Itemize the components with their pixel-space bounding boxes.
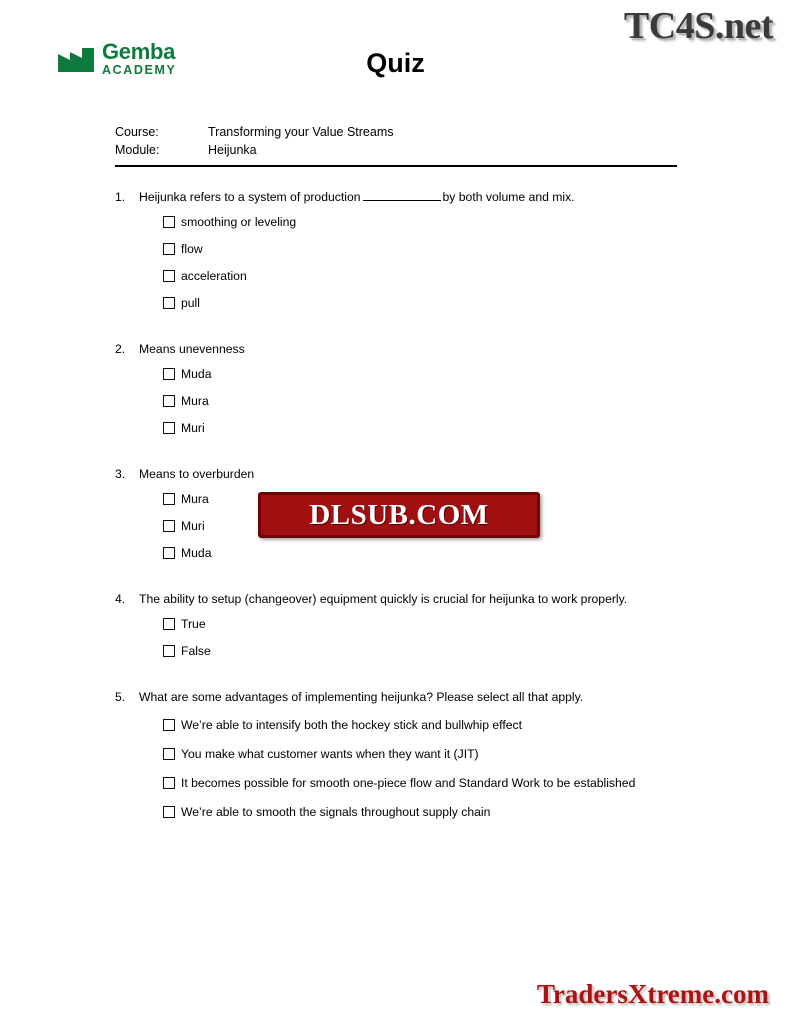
option-row[interactable] [163,546,700,560]
question-5-options [163,718,700,819]
checkbox-icon[interactable] [163,493,175,505]
option-row[interactable] [163,747,700,761]
option-row[interactable] [163,394,700,408]
question-3-number: 3. [115,467,126,481]
option-label: pull [181,296,200,310]
question-5 [115,690,700,819]
checkbox-icon[interactable] [163,297,175,309]
checkbox-icon[interactable] [163,395,175,407]
option-row[interactable] [163,242,700,256]
checkbox-icon[interactable] [163,748,175,760]
question-1-blank [363,200,441,201]
question-2-options [163,367,700,435]
option-label: Muda [181,367,212,381]
checkbox-icon[interactable] [163,547,175,559]
question-4-line [115,592,700,607]
option-label: Mura [181,394,209,408]
checkbox-icon[interactable] [163,777,175,789]
document-meta [115,123,677,167]
option-label: Mura [181,492,209,506]
question-1-text-before: Heijunka refers to a system of production [139,190,361,204]
checkbox-icon[interactable] [163,645,175,657]
option-label: Muri [181,519,205,533]
question-1 [115,190,700,310]
question-5-number: 5. [115,690,126,704]
question-1-line [115,190,700,205]
quiz-body [115,190,700,840]
option-label: We’re able to smooth the signals throughout supply chain [181,805,491,819]
checkbox-icon[interactable] [163,719,175,731]
option-label: It becomes possible for smooth one-piece flow and Standard Work to be established [181,776,636,790]
option-row[interactable] [163,776,700,790]
question-1-text [139,190,700,205]
option-label: flow [181,242,203,256]
checkbox-icon[interactable] [163,270,175,282]
meta-row-module [115,141,677,159]
question-2 [115,342,700,435]
option-row[interactable] [163,269,700,283]
module-label: Module: [115,143,160,157]
option-label: True [181,617,206,631]
watermark-center-text: DLSUB.COM [309,498,489,531]
question-4-text: The ability to setup (changeover) equipment quickly is crucial for heijunka to work properly. [139,592,628,606]
question-1-text-after: by both volume and mix. [442,190,575,204]
logo-subtitle: ACADEMY [102,63,177,77]
watermark-top-right: TC4S.net [623,5,773,47]
question-2-line [115,342,700,357]
option-row[interactable] [163,215,700,229]
option-label: We’re able to intensify both the hockey stick and bullwhip effect [181,718,522,732]
checkbox-icon[interactable] [163,520,175,532]
option-label: False [181,644,211,658]
question-1-options [163,215,700,310]
question-3-line [115,467,700,482]
checkbox-icon[interactable] [163,422,175,434]
header-divider [115,165,677,167]
option-row[interactable] [163,296,700,310]
logo-name: Gemba [102,39,176,64]
checkbox-icon[interactable] [163,806,175,818]
question-5-text: What are some advantages of implementing heijunka? Please select all that apply. [139,690,584,704]
question-1-number: 1. [115,190,126,204]
question-3-options [163,492,700,560]
checkbox-icon[interactable] [163,243,175,255]
course-value: Transforming your Value Streams [208,125,394,139]
option-label: Muda [181,546,212,560]
option-label: smoothing or leveling [181,215,297,229]
checkbox-icon[interactable] [163,216,175,228]
question-4-number: 4. [115,592,126,606]
question-2-text: Means unevenness [139,342,245,356]
option-label: You make what customer wants when they want it (JIT) [181,747,479,761]
option-row[interactable] [163,492,700,506]
option-row[interactable] [163,617,700,631]
checkbox-icon[interactable] [163,368,175,380]
question-4 [115,592,700,658]
question-3 [115,467,700,560]
option-row[interactable] [163,805,700,819]
option-row[interactable] [163,718,700,732]
question-4-options [163,617,700,658]
module-value: Heijunka [208,143,257,157]
course-label: Course: [115,125,159,139]
option-row[interactable] [163,367,700,381]
question-5-line [115,690,700,705]
option-row[interactable] [163,644,700,658]
option-row[interactable] [163,519,700,533]
meta-row-course [115,123,677,141]
option-row[interactable] [163,421,700,435]
question-3-text: Means to overburden [139,467,255,481]
option-label: Muri [181,421,205,435]
checkbox-icon[interactable] [163,618,175,630]
option-label: acceleration [181,269,247,283]
question-2-number: 2. [115,342,126,356]
watermark-bottom-right: TradersXtreme.com [536,979,769,1009]
page-title: Quiz [366,48,425,78]
